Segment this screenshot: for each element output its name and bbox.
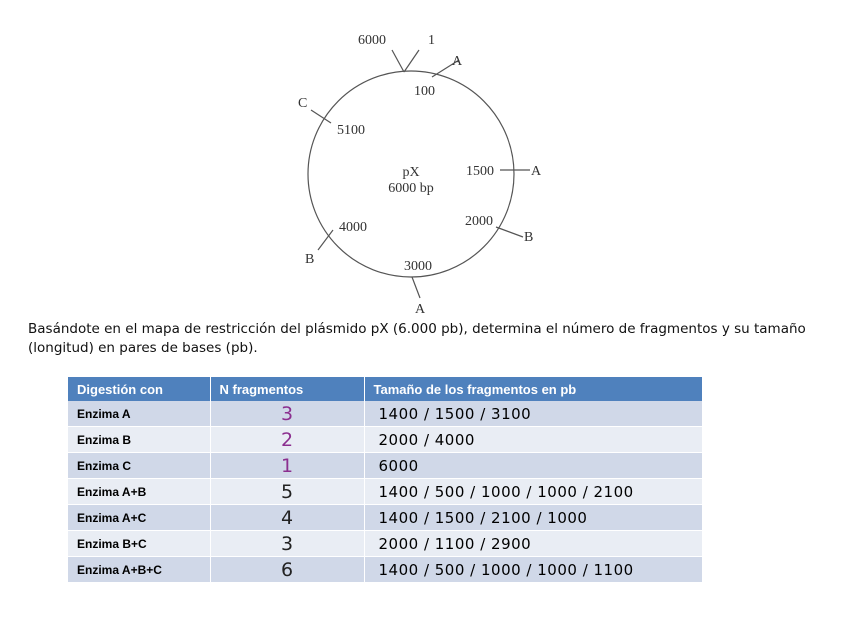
fragment-sizes-cell: 6000 [364, 453, 702, 479]
table-row [68, 453, 702, 479]
site-position-2000: 2000 [465, 214, 493, 229]
fragment-sizes-cell: 1400 / 1500 / 2100 / 1000 [364, 505, 702, 531]
fragment-count-cell: 1 [210, 453, 364, 479]
site-position-5100: 5100 [337, 123, 365, 138]
site-enzyme-b-4000: B [305, 252, 315, 267]
site-tick-a-3000 [412, 277, 420, 298]
digestion-cell: Enzima A+B+C [68, 557, 210, 583]
digestion-cell: Enzima B+C [68, 531, 210, 557]
plasmid-size-label: 6000 bp [388, 181, 434, 196]
digestion-cell: Enzima A [68, 401, 210, 427]
site-position-1500: 1500 [466, 164, 494, 179]
site-enzyme-a-1500: A [531, 164, 542, 179]
plasmid-name: pX [402, 165, 420, 180]
table-row [68, 401, 702, 427]
site-enzyme-a-3000: A [415, 302, 426, 317]
digestion-cell: Enzima A+C [68, 505, 210, 531]
site-position-100: 100 [414, 84, 435, 99]
site-enzyme-c-5100: C [298, 96, 308, 111]
fragment-count-cell: 3 [210, 401, 364, 427]
site-tick-b-2000 [496, 227, 523, 237]
site-tick-c-5100 [311, 110, 331, 123]
fragment-sizes-cell: 1400 / 500 / 1000 / 1000 / 2100 [364, 479, 702, 505]
fragment-count-cell: 6 [210, 557, 364, 583]
origin-tick-left [392, 50, 404, 72]
header-digestion: Digestión con [68, 377, 210, 401]
site-position-3000: 3000 [404, 259, 432, 274]
table-row [68, 479, 702, 505]
fragment-sizes-cell: 1400 / 500 / 1000 / 1000 / 1100 [364, 557, 702, 583]
site-tick-b-4000 [318, 230, 333, 250]
table-header-row [68, 377, 702, 401]
header-fragment-sizes: Tamaño de los fragmentos en pb [364, 377, 702, 401]
table-row [68, 427, 702, 453]
results-table [68, 377, 703, 583]
question-text: Basándote en el mapa de restricción del plásmido pX (6.000 pb), determina el número de fragmentos y su tamaño (longitud) en pares de bases (pb). [28, 321, 806, 356]
header-fragment-count: N fragmentos [210, 377, 364, 401]
site-position-4000: 4000 [339, 220, 367, 235]
site-enzyme-a-100: A [452, 54, 463, 69]
fragment-sizes-cell: 1400 / 1500 / 3100 [364, 401, 702, 427]
table-row [68, 557, 702, 583]
table-row [68, 531, 702, 557]
origin-label-6000: 6000 [358, 33, 386, 48]
fragment-count-cell: 3 [210, 531, 364, 557]
digestion-cell: Enzima A+B [68, 479, 210, 505]
origin-tick-right [404, 50, 419, 72]
table-row [68, 505, 702, 531]
fragment-count-cell: 5 [210, 479, 364, 505]
fragment-sizes-cell: 2000 / 4000 [364, 427, 702, 453]
fragment-count-cell: 2 [210, 427, 364, 453]
digestion-cell: Enzima B [68, 427, 210, 453]
digestion-cell: Enzima C [68, 453, 210, 479]
fragment-sizes-cell: 2000 / 1100 / 2900 [364, 531, 702, 557]
site-enzyme-b-2000: B [524, 230, 534, 245]
origin-label-1: 1 [428, 33, 435, 48]
fragment-count-cell: 4 [210, 505, 364, 531]
